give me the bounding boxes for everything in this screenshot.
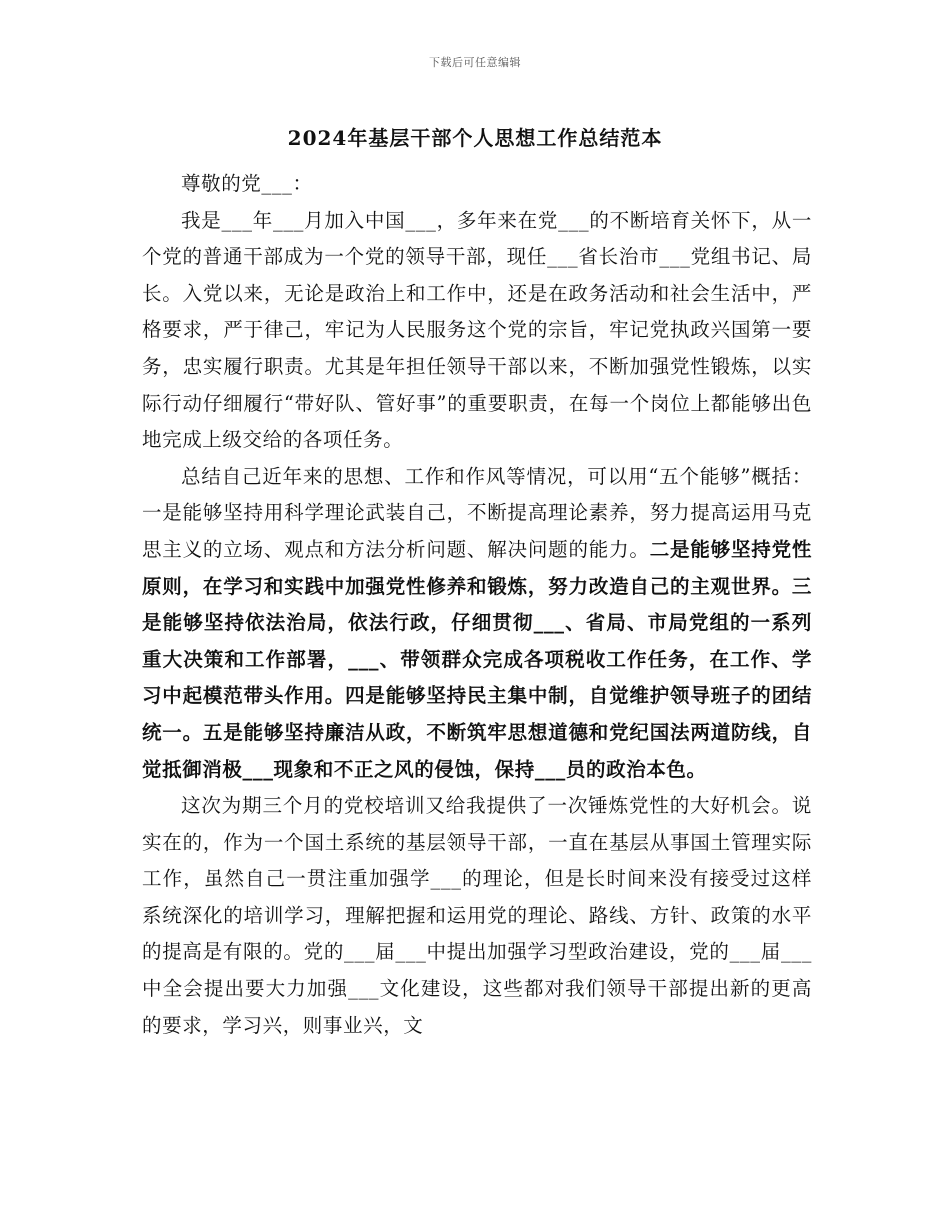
paragraph-3: 这次为期三个月的党校培训又给我提供了一次锤炼党性的大好机会。说实在的，作为一个国土系统的基层领导干部，一直在基层从事国土管理实际工作，虽然自己一贯注重加强学___的理论，但是长时间来没有接受过这样系统深化的培训学习，理解把握和运用党的理论、路线、方针、政策的水平的提高是有限的。党的___届___中提出加强学习型政治建设，党的___届___中全会提出要大力加强___文化建设，这些都对我们领导干部提出新的更高的要求，学习兴，则事业兴，文 — [142, 794, 812, 1037]
paragraph-2-bold-text: 二是能够坚持党性原则，在学习和实践中加强党性修养和锻炼，努力改造自己的主观世界。三是能够坚持依法治局，依法行政，仔细贯彻___、省局、市局党组的一系列重大决策和工作部署，___、带领群众完成各项税收工作任务，在工作、学习中起模范带头作用。四是能够坚持民主集中制，自觉维护领导班子的团结统一。五是能够坚持廉洁从政，不断筑牢思想道德和党纪国法两道防线，自觉抵御消极___现象和不正之风的侵蚀，保持___员的政治本色。 — [142, 537, 812, 781]
document-title: 2024年基层干部个人思想工作总结范本 — [287, 126, 663, 150]
header-note: 下载后可任意编辑 — [429, 56, 521, 69]
salutation: 尊敬的党___： — [181, 172, 313, 195]
document-body — [142, 166, 812, 1044]
paragraph-2-normal-text: 总结自己近年来的思想、工作和作风等情况，可以用“五个能够”概括：一是能够坚持用科学理论武装自己，不断提高理论素养，努力提高运用马克思主义的立场、观点和方法分析问题、解决问题的能力。 — [142, 464, 812, 561]
paragraph-2 — [142, 459, 812, 788]
paragraph-1: 我是___年___月加入中国___，多年来在党___的不断培育关怀下，从一个党的普通干部成为一个党的领导干部，现任___省长治市___党组书记、局长。入党以来，无论是政治上和工作中，还是在政务活动和社会生活中，严格要求，严于律己，牢记为人民服务这个党的宗旨，牢记党执政兴国第一要务，忠实履行职责。尤其是年担任领导干部以来，不断加强党性锻炼，以实际行动仔细履行“带好队、管好事”的重要职责，在每一个岗位上都能够出色地完成上级交给的各项任务。 — [142, 208, 812, 452]
